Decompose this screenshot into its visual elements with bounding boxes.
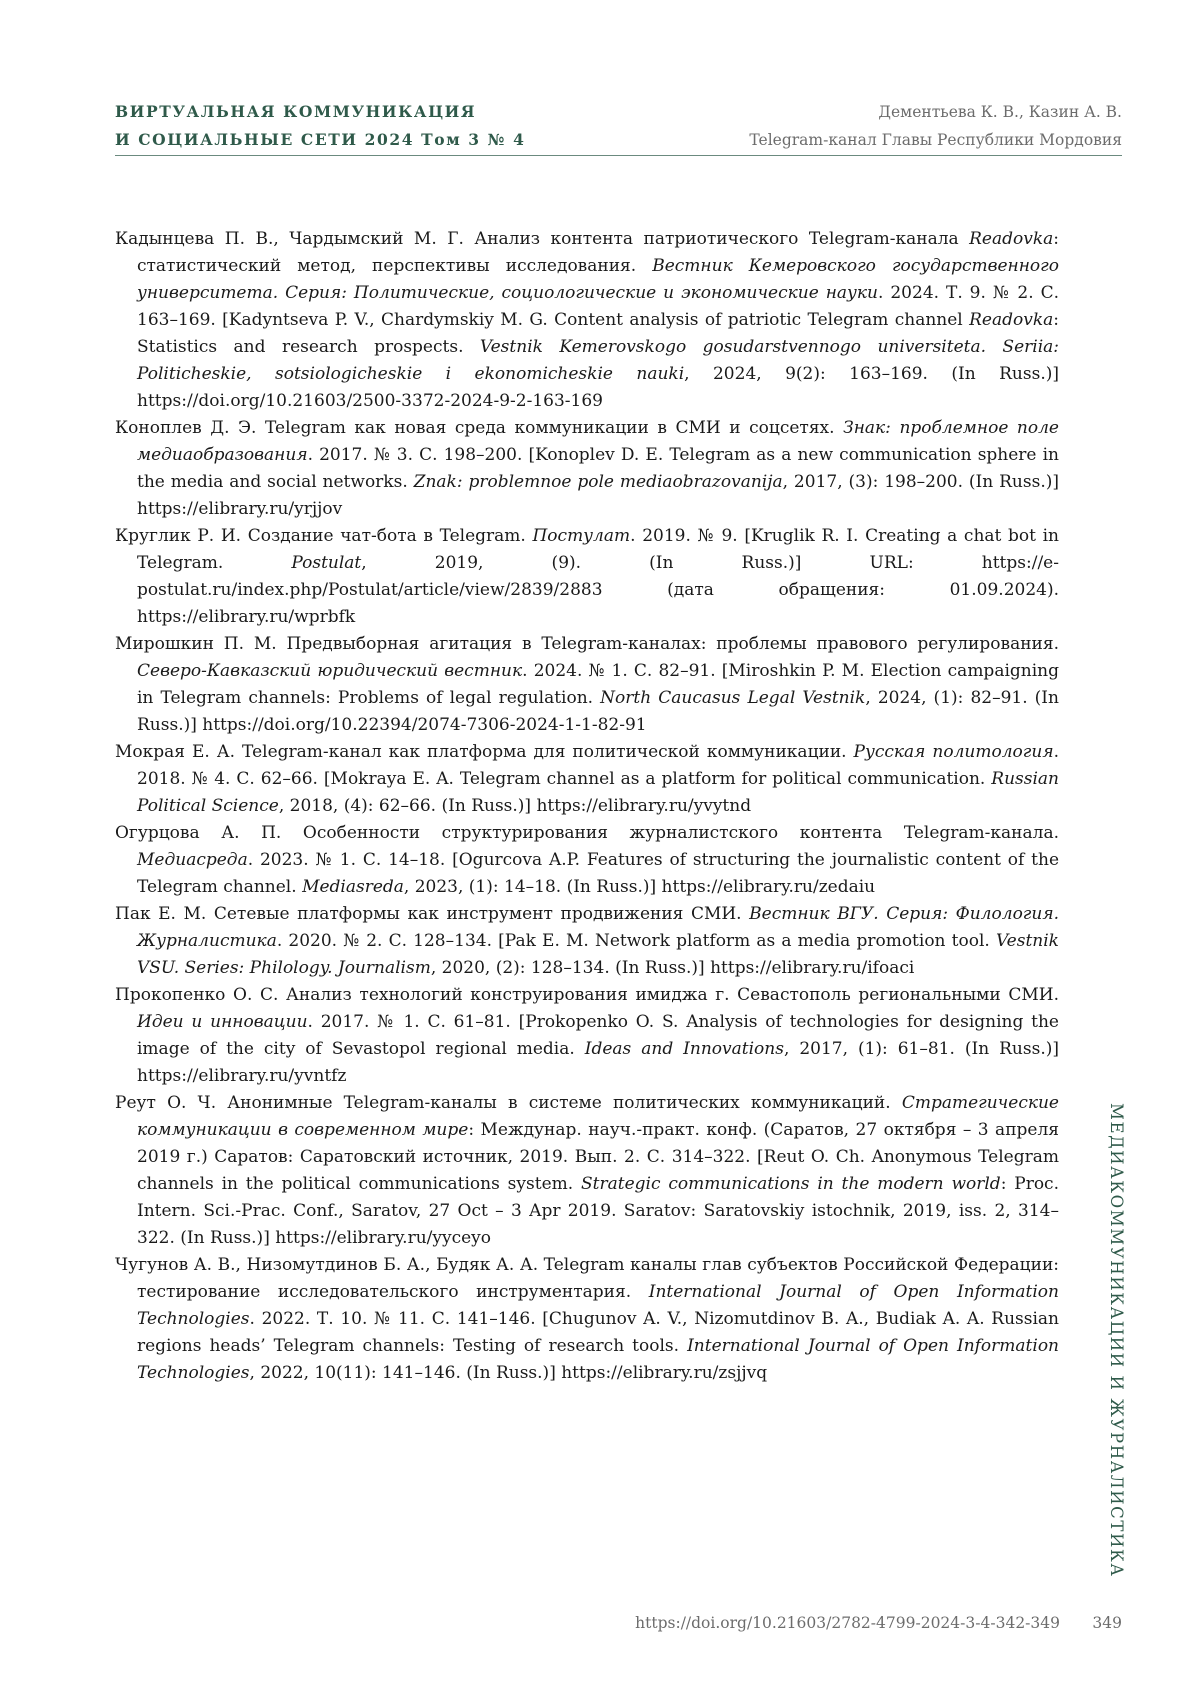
reference-italic: International Journal of Open Information Technologies <box>137 1282 1059 1329</box>
journal-header <box>115 98 526 154</box>
section-side-label: МЕДИАКОММУНИКАЦИИ И ЖУРНАЛИСТИКА <box>1107 1103 1126 1577</box>
reference-italic: Постулат <box>532 526 630 546</box>
reference-text: , 2024, 9(2): 163–169. (In Russ.)] https://doi.org/10.21603/2500-3372-2024-9-2-163-169 <box>137 364 1059 411</box>
reference-italic: Mediasreda <box>302 877 404 897</box>
reference-italic: Вестник ВГУ. Серия: Филология. Журналистика <box>137 904 1059 951</box>
reference-text: Реут О. Ч. Анонимные Telegram-каналы в системе политических коммуникаций. <box>115 1093 902 1113</box>
reference-italic: Vestnik VSU. Series: Philology. Journalism <box>137 931 1059 978</box>
reference-text: : Proc. Intern. Sci.-Prac. Conf., Saratov, 27 Oct – 3 Apr 2019. Saratov: Saratovskiy istochnik, 2019, iss. 2, 314–322. (In Russ.)] https://elibrary.ru/yyceyo <box>137 1174 1059 1248</box>
reference-text: , 2017, (3): 198–200. (In Russ.)] https://elibrary.ru/yrjjov <box>137 472 1059 519</box>
journal-title-line-1: ВИРТУАЛЬНАЯ КОММУНИКАЦИЯ <box>115 98 526 126</box>
reference-item <box>115 415 1059 523</box>
reference-italic: Медиасреда <box>137 850 248 870</box>
reference-text: : Statistics and research prospects. <box>137 310 1059 357</box>
reference-text: Прокопенко О. С. Анализ технологий конструирования имиджа г. Севастополь региональными СМИ. <box>115 985 1059 1005</box>
reference-text: , 2023, (1): 14–18. (In Russ.)] https://elibrary.ru/zedaiu <box>404 877 875 897</box>
reference-text: , 2020, (2): 128–134. (In Russ.)] https://elibrary.ru/ifoaci <box>431 958 914 978</box>
reference-text: . 2023. № 1. С. 14–18. [Ogurcova A.P. Features of structuring the journalistic content of the Telegram channel. <box>137 850 1059 897</box>
reference-text: , 2018, (4): 62–66. (In Russ.)] https://elibrary.ru/yvytnd <box>279 796 751 816</box>
journal-title-line-2: И СОЦИАЛЬНЫЕ СЕТИ 2024 Том 3 № 4 <box>115 126 526 154</box>
reference-text: , 2022, 10(11): 141–146. (In Russ.)] https://elibrary.ru/zsjjvq <box>250 1363 768 1383</box>
reference-italic: North Caucasus Legal Vestnik <box>600 688 865 708</box>
reference-item <box>115 820 1059 901</box>
reference-text: . 2024. № 1. С. 82–91. [Miroshkin P. M. Election campaigning in Telegram channels: Problems of legal regulation. <box>137 661 1059 708</box>
reference-italic: Идеи и инновации <box>137 1012 308 1032</box>
reference-text: Мирошкин П. М. Предвыборная агитация в Telegram-каналах: проблемы правового регулирования. <box>115 634 1059 654</box>
reference-italic: Strategic communications in the modern world <box>581 1174 1001 1194</box>
reference-italic: Стратегические коммуникации в современном мире <box>137 1093 1059 1140</box>
reference-text: . 2019. № 9. [Kruglik R. I. Creating a chat bot in Telegram. <box>137 526 1059 573</box>
reference-text: Кадынцева П. В., Чардымский М. Г. Анализ контента патриотического Telegram-канала <box>115 229 969 249</box>
reference-text: , 2019, (9). (In Russ.)] URL: https://e-postulat.ru/index.php/Postulat/article/view/2839/2883 (дата обращения: 01.09.2024). https://elibrary.ru/wprbfk <box>137 553 1059 627</box>
reference-text: . 2020. № 2. С. 128–134. [Pak E. M. Network platform as a media promotion tool. <box>277 931 996 951</box>
reference-text: Коноплев Д. Э. Telegram как новая среда коммуникации в СМИ и соцсетях. <box>115 418 843 438</box>
reference-text: Пак Е. М. Сетевые платформы как инструмент продвижения СМИ. <box>115 904 749 924</box>
reference-text: . 2022. Т. 10. № 11. С. 141–146. [Chugunov A. V., Nizomutdinov B. A., Budiak A. A. Russian regions heads’ Telegram channels: Testing of research tools. <box>137 1309 1059 1356</box>
reference-italic: Readovka <box>969 229 1053 249</box>
reference-text: : Междунар. науч.-практ. конф. (Саратов, 27 октября – 3 апреля 2019 г.) Саратов: Саратовский источник, 2019. Вып. 2. С. 314–322. [Reut O. Ch. Anonymous Telegram channels in the political communications system. <box>137 1120 1059 1194</box>
reference-text: Мокрая Е. А. Telegram-канал как платформа для политической коммуникации. <box>115 742 854 762</box>
reference-text: , 2024, (1): 82–91. (In Russ.)] https://doi.org/10.22394/2074-7306-2024-1-1-82-91 <box>137 688 1059 735</box>
reference-italic: Вестник Кемеровского государственного университета. Серия: Политические, социологические и экономические науки <box>137 256 1059 303</box>
reference-item <box>115 739 1059 820</box>
footer-doi-link[interactable]: https://doi.org/10.21603/2782-4799-2024-3-4-342-349 <box>635 1614 1060 1632</box>
reference-item <box>115 631 1059 739</box>
reference-text: . 2018. № 4. С. 62–66. [Mokraya E. A. Telegram channel as a platform for political communication. <box>137 742 1059 789</box>
reference-item <box>115 1252 1059 1387</box>
article-running-head <box>749 98 1122 154</box>
reference-list <box>115 226 1059 1387</box>
page-number: 349 <box>1092 1614 1122 1632</box>
reference-item <box>115 1090 1059 1252</box>
reference-text: : статистический метод, перспективы исследования. <box>137 229 1059 276</box>
reference-item <box>115 523 1059 631</box>
reference-text: Круглик Р. И. Создание чат-бота в Telegram. <box>115 526 532 546</box>
reference-text: . 2017. № 3. С. 198–200. [Konoplev D. E. Telegram as a new communication sphere in the media and social networks. <box>137 445 1059 492</box>
reference-italic: Знак: проблемное поле медиаобразования <box>137 418 1059 465</box>
reference-italic: International Journal of Open Information Technologies <box>137 1336 1059 1383</box>
reference-text: , 2017, (1): 61–81. (In Russ.)] https://elibrary.ru/yvntfz <box>137 1039 1059 1086</box>
reference-text: . 2024. Т. 9. № 2. С. 163–169. [Kadyntseva P. V., Chardymskiy M. G. Content analysis of patriotic Telegram channel <box>137 283 1059 330</box>
reference-italic: Znak: problemnoe pole mediaobrazovanija <box>414 472 783 492</box>
reference-italic: Postulat <box>291 553 361 573</box>
reference-italic: Readovka <box>969 310 1053 330</box>
reference-italic: Ideas and Innovations <box>585 1039 784 1059</box>
reference-item <box>115 901 1059 982</box>
reference-italic: Vestnik Kemerovskogo gosudarstvennogo universiteta. Seriia: Politicheskie, sotsiologicheskie i ekonomicheskie nauki <box>137 337 1059 384</box>
running-head-title: Telegram-канал Главы Республики Мордовия <box>749 126 1122 154</box>
reference-item <box>115 226 1059 415</box>
reference-item <box>115 982 1059 1090</box>
reference-italic: Russian Political Science <box>137 769 1059 816</box>
reference-text: . 2017. № 1. С. 61–81. [Prokopenko O. S. Analysis of technologies for designing the image of the city of Sevastopol regional media. <box>137 1012 1059 1059</box>
reference-text: Огурцова А. П. Особенности структурирования журналистского контента Telegram-канала. <box>115 823 1059 843</box>
header-divider <box>115 155 1122 156</box>
reference-text: Чугунов А. В., Низомутдинов Б. А., Будяк А. А. Telegram каналы глав субъектов Российской Федерации: тестирование исследовательского инструментария. <box>115 1255 1059 1302</box>
reference-italic: Русская политология <box>854 742 1054 762</box>
reference-italic: Северо-Кавказский юридический вестник <box>137 661 522 681</box>
running-head-authors: Дементьева К. В., Казин А. В. <box>749 98 1122 126</box>
